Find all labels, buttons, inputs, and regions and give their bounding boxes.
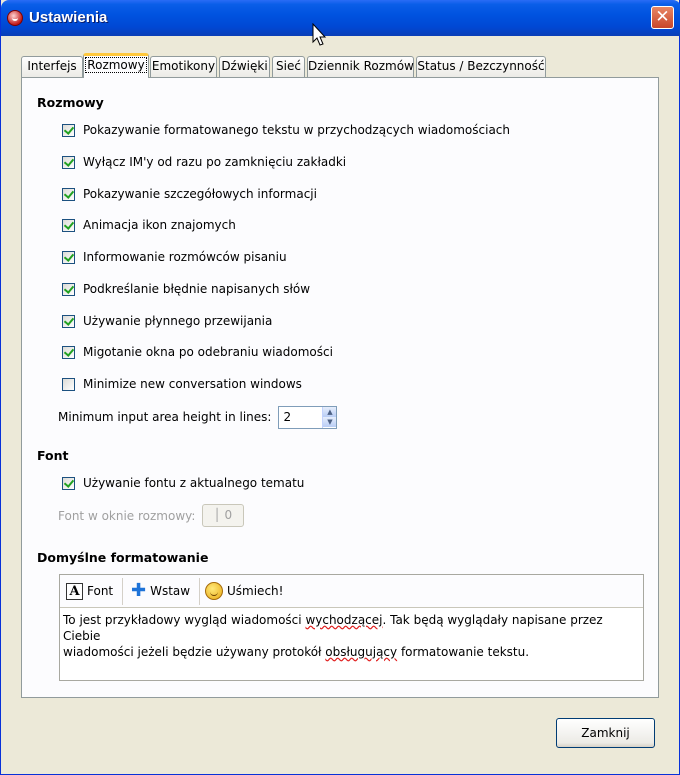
min-input-height-label: Minimum input area height in lines:: [58, 410, 272, 424]
insert-toolbar-button[interactable]: [131, 580, 190, 602]
smile-toolbar-label: Uśmiech!: [227, 584, 284, 598]
toolbar-separator: [122, 578, 123, 605]
checkbox[interactable]: [62, 283, 75, 296]
misspelled-word: wychodzącej: [305, 613, 383, 627]
window-font-label: Font w oknie rozmowy:: [58, 508, 196, 523]
option-typing-notification[interactable]: [62, 248, 287, 266]
sample-text: . Tak będą wyglądały napisane przez Ciebie: [63, 613, 603, 643]
spinner-value: 2: [283, 409, 292, 424]
close-window-button[interactable]: ✕: [651, 6, 674, 29]
checkbox[interactable]: [62, 188, 75, 201]
section-title-font: Font: [37, 448, 69, 463]
section-title-rozmowy: Rozmowy: [37, 95, 104, 110]
tab-label: Sieć: [276, 59, 301, 73]
tab-rozmowy[interactable]: [83, 53, 149, 78]
tab-dziennik-rozmow[interactable]: [307, 56, 414, 77]
tab-interfejs[interactable]: [21, 56, 83, 77]
option-use-theme-font[interactable]: [62, 474, 304, 492]
option-buddy-icon-animation[interactable]: [62, 216, 236, 234]
option-label: Pokazywanie formatowanego tekstu w przychodzących wiadomościach: [83, 123, 511, 137]
checkbox[interactable]: [62, 315, 75, 328]
formatting-sample-text[interactable]: [63, 612, 633, 660]
option-label: Minimize new conversation windows: [83, 377, 302, 391]
option-formatted-text[interactable]: [62, 121, 510, 139]
checkbox[interactable]: [62, 124, 75, 137]
option-label: Podkreślanie błędnie napisanych słów: [83, 282, 311, 296]
tab-status-bezczynnosc[interactable]: [416, 56, 546, 77]
title-bar[interactable]: [1, 0, 680, 36]
tab-label: Dźwięki: [221, 59, 268, 73]
window-font-value: 0: [224, 508, 233, 522]
smiley-icon: [205, 582, 223, 600]
tab-label: Dziennik Rozmów: [308, 59, 414, 73]
font-icon: A: [66, 583, 83, 600]
option-close-ims[interactable]: [62, 153, 346, 171]
spin-up-icon[interactable]: ▲: [323, 407, 336, 417]
option-spellcheck[interactable]: [62, 280, 310, 298]
sample-text: To jest przykładowy wygląd wiadomości: [63, 613, 306, 627]
misspelled-word: obsługujący: [325, 645, 398, 659]
checkbox[interactable]: [62, 219, 75, 232]
tab-label: Emotikony: [151, 59, 216, 73]
sample-text: wiadomości jeżeli będzie używany protokół: [63, 645, 326, 659]
option-label: Używanie fontu z aktualnego tematu: [83, 476, 305, 490]
font-toolbar-label: Font: [87, 584, 114, 598]
font-toolbar-button[interactable]: [66, 580, 113, 602]
formatting-preview-box: [59, 574, 644, 681]
option-label: Migotanie okna po odebraniu wiadomości: [83, 345, 333, 359]
sample-text: formatowanie tekstu.: [397, 645, 530, 659]
window-title: Ustawienia: [29, 9, 108, 26]
insert-toolbar-label: Wstaw: [150, 584, 191, 598]
tab-dzwieki[interactable]: [219, 56, 270, 77]
option-label: Informowanie rozmówców pisaniu: [83, 250, 287, 264]
spin-down-icon[interactable]: ▼: [323, 417, 336, 427]
close-button[interactable]: Zamknij: [556, 718, 655, 748]
tab-siec[interactable]: [272, 56, 305, 77]
tab-emotikony[interactable]: [150, 56, 217, 77]
option-label: Wyłącz IM'y od razu po zamknięciu zakładki: [83, 155, 347, 169]
min-input-height-row: [58, 406, 337, 428]
mouse-cursor-icon: [312, 23, 328, 47]
tab-label: Rozmowy: [87, 58, 145, 72]
formatting-toolbar: [60, 575, 643, 608]
window-font-row: [58, 504, 244, 527]
checkbox[interactable]: [62, 378, 75, 391]
tab-label: Status / Bezczynność: [417, 59, 545, 73]
option-detailed-info[interactable]: [62, 185, 317, 203]
spinner-arrows: [322, 407, 336, 428]
checkbox[interactable]: [62, 477, 75, 490]
checkbox[interactable]: [62, 346, 75, 359]
window-font-button[interactable]: │ 0: [202, 504, 244, 527]
checkbox[interactable]: [62, 156, 75, 169]
option-flash-window[interactable]: [62, 343, 333, 361]
checkbox[interactable]: [62, 251, 75, 264]
tab-panel-rozmowy: [21, 77, 659, 698]
option-label: Animacja ikon znajomych: [83, 218, 236, 232]
app-icon: [7, 10, 23, 26]
section-title-default-formatting: Domyślne formatowanie: [37, 550, 209, 565]
smile-toolbar-button[interactable]: [205, 580, 283, 602]
plus-icon: ✚: [131, 580, 147, 601]
option-minimize-new-windows[interactable]: [62, 375, 302, 393]
toolbar-separator: [199, 578, 200, 605]
min-input-height-spinner[interactable]: [278, 406, 337, 429]
option-label: Pokazywanie szczegółowych informacji: [83, 187, 317, 201]
option-smooth-scrolling[interactable]: [62, 312, 272, 330]
option-label: Używanie płynnego przewijania: [83, 314, 273, 328]
tab-label: Interfejs: [27, 59, 77, 73]
